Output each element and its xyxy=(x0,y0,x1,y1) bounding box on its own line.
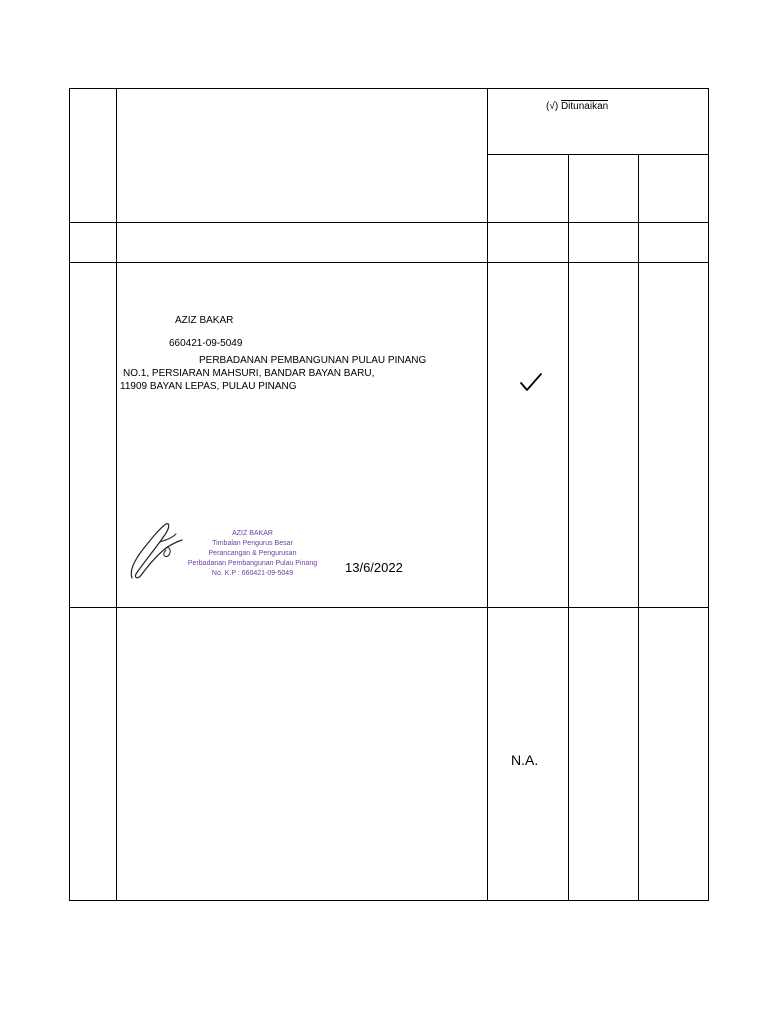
mark-label: Ditunaikan xyxy=(560,101,609,112)
column-divider-1 xyxy=(116,88,117,901)
entry-address-line2: 11909 BAYAN LEPAS, PULAU PINANG xyxy=(120,381,297,392)
entry-name: AZIZ BAKAR xyxy=(175,315,234,326)
signature-date: 13/6/2022 xyxy=(345,560,403,575)
column-divider-2 xyxy=(487,88,488,901)
second-entry-status: N.A. xyxy=(511,752,539,768)
table-border-bottom xyxy=(69,900,709,901)
row-divider-1 xyxy=(69,222,709,223)
column-divider-4 xyxy=(638,154,639,901)
stamp-position: Timbalan Pengurus Besar xyxy=(212,540,293,547)
entry-address-line1: NO.1, PERSIARAN MAHSURI, BANDAR BAYAN BARU, xyxy=(123,368,375,379)
header-subdivider xyxy=(487,154,709,155)
table-border-top xyxy=(69,88,709,89)
stamp-ic-number: No. K.P : 660421-09-5049 xyxy=(211,570,294,577)
entry-ic-number: 660421-09-5049 xyxy=(169,338,243,349)
official-stamp xyxy=(180,529,325,579)
check-mark-icon xyxy=(519,372,543,392)
entry-organization: PERBADANAN PEMBANGUNAN PULAU PINANG xyxy=(199,355,427,366)
stamp-organization: Perbadanan Pembangunan Pulau Pinang xyxy=(187,560,318,567)
stamp-department: Perancangan & Pengurusan xyxy=(208,550,297,557)
mark-symbol: (√) xyxy=(546,101,559,112)
header-status-label xyxy=(546,101,608,113)
row-divider-3 xyxy=(69,607,709,608)
column-divider-3 xyxy=(568,154,569,901)
stamp-name: AZIZ BAKAR xyxy=(232,530,273,537)
signature-image xyxy=(126,518,186,582)
table-border-left xyxy=(69,88,70,901)
table-border-right xyxy=(708,88,709,901)
row-divider-2 xyxy=(69,262,709,263)
